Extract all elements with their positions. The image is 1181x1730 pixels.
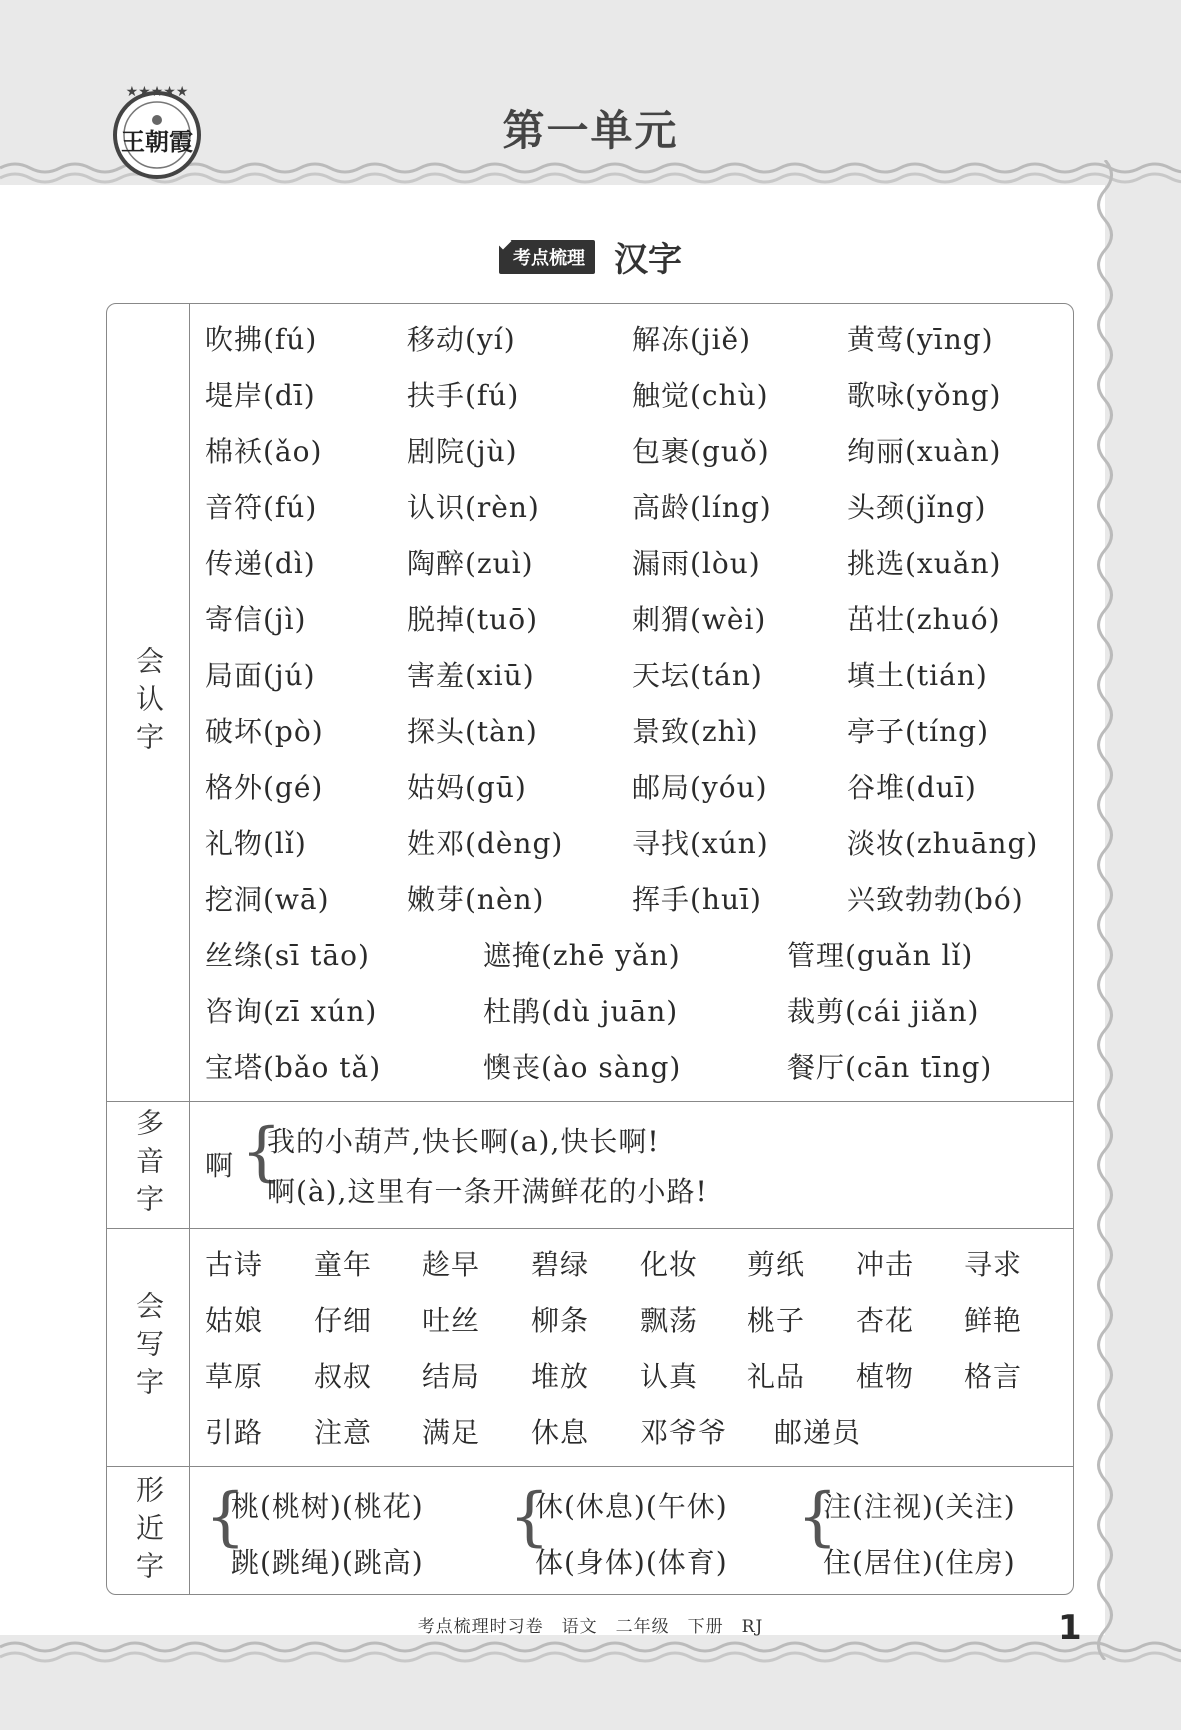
write-word: 邓爷爷 (640, 1416, 728, 1449)
recognize-word: 扶手(fú) (407, 379, 520, 412)
recognize-word: 陶醉(zuì) (407, 547, 534, 580)
recognize-word: 漏雨(lòu) (632, 547, 761, 580)
write-word: 古诗 (205, 1248, 264, 1281)
polyphone-line-2: 啊(à),这里有一条开满鲜花的小路! (267, 1175, 708, 1208)
section-header (0, 232, 1181, 281)
similar-word-line: 跳(跳绳)(跳高) (231, 1546, 424, 1579)
row-label-recognize: 会认字 (107, 304, 190, 1101)
write-word: 姑娘 (205, 1304, 264, 1337)
recognize-word: 传递(dì) (205, 547, 316, 580)
recognize-word: 歌咏(yǒng) (847, 379, 1002, 412)
write-word: 剪纸 (747, 1248, 806, 1281)
recognize-word: 姑妈(gū) (407, 771, 527, 804)
recognize-word: 头颈(jǐng) (847, 491, 987, 524)
row-recognize (107, 304, 1073, 1101)
polyphone-line-1: 我的小葫芦,快长啊(a),快长啊! (267, 1125, 660, 1158)
recognize-word: 吹拂(fú) (205, 323, 318, 356)
recognize-word: 填土(tián) (847, 659, 988, 692)
recognize-word: 宝塔(bǎo tǎ) (205, 1051, 382, 1084)
recognize-word: 包裹(guǒ) (632, 435, 770, 468)
polyphone-char: 啊 (205, 1149, 235, 1182)
bottom-wave-decoration (0, 1635, 1181, 1730)
write-word: 认真 (640, 1360, 699, 1393)
recognize-word: 亭子(tíng) (847, 715, 990, 748)
write-word: 趁早 (422, 1248, 481, 1281)
write-word: 叔叔 (314, 1360, 373, 1393)
similar-word-line: 注(注视)(关注) (823, 1490, 1016, 1523)
chinese-characters-table (106, 303, 1074, 1595)
logo-text: 王朝霞 (121, 127, 193, 156)
recognize-word: 害羞(xiū) (407, 659, 535, 692)
row-label-polyphone: 多音字 (107, 1102, 190, 1228)
recognize-word: 高龄(líng) (632, 491, 772, 524)
write-word: 柳条 (531, 1304, 590, 1337)
section-title: 汉字 (614, 240, 683, 280)
write-word: 化妆 (640, 1248, 699, 1281)
similar-brace: { (509, 1480, 550, 1554)
recognize-word: 挑选(xuǎn) (847, 547, 1002, 580)
svg-text:★★★★★: ★★★★★ (125, 84, 189, 100)
write-word: 结局 (422, 1360, 481, 1393)
recognize-word: 绚丽(xuàn) (847, 435, 1002, 468)
write-word: 引路 (205, 1416, 264, 1449)
recognize-word: 咨询(zī xún) (205, 995, 378, 1028)
recognize-word: 管理(guǎn lǐ) (787, 939, 974, 972)
recognize-word: 丝绦(sī tāo) (205, 939, 370, 972)
similar-word-line: 住(居住)(住房) (823, 1546, 1016, 1579)
write-word: 寻求 (964, 1248, 1023, 1281)
recognize-word: 茁壮(zhuó) (847, 603, 1001, 636)
recognize-word: 刺猬(wèi) (632, 603, 767, 636)
recognize-word: 格外(gé) (205, 771, 324, 804)
write-word: 仔细 (314, 1304, 373, 1337)
row-polyphone (107, 1101, 1073, 1228)
footer-text: 考点梳理时习卷 语文 二年级 下册 RJ (417, 1617, 764, 1637)
polyphone-content (189, 1102, 1073, 1228)
write-word: 草原 (205, 1360, 264, 1393)
recognize-word: 解冻(jiě) (632, 323, 752, 356)
write-word: 桃子 (747, 1304, 806, 1337)
polyphone-brace: { (241, 1115, 282, 1189)
recognize-word: 姓邓(dèng) (407, 827, 564, 860)
recognize-word: 音符(fú) (205, 491, 318, 524)
write-word: 堆放 (531, 1360, 590, 1393)
recognize-word: 谷堆(duī) (847, 771, 977, 804)
write-word: 邮递员 (774, 1416, 862, 1449)
recognize-word: 嫩芽(nèn) (407, 883, 545, 916)
write-word: 杏花 (856, 1304, 915, 1337)
recognize-word: 礼物(lǐ) (205, 827, 307, 860)
recognize-word: 裁剪(cái jiǎn) (787, 995, 980, 1028)
similar-word-line: 桃(桃树)(桃花) (231, 1490, 424, 1523)
write-word: 格言 (964, 1360, 1023, 1393)
recognize-word: 餐厅(cān tīng) (787, 1051, 993, 1084)
recognize-word: 淡妆(zhuāng) (847, 827, 1039, 860)
recognize-word: 脱掉(tuō) (407, 603, 538, 636)
write-word: 注意 (314, 1416, 373, 1449)
write-word: 吐丝 (422, 1304, 481, 1337)
write-word: 童年 (314, 1248, 373, 1281)
write-word: 休息 (531, 1416, 590, 1449)
row-label-write: 会写字 (107, 1229, 190, 1466)
write-word: 满足 (422, 1416, 481, 1449)
recognize-word: 寻找(xún) (632, 827, 769, 860)
recognize-word: 触觉(chù) (632, 379, 769, 412)
recognize-word: 天坛(tán) (632, 659, 763, 692)
similar-word-line: 休(休息)(午休) (535, 1490, 728, 1523)
write-word: 鲜艳 (964, 1304, 1023, 1337)
write-word: 植物 (856, 1360, 915, 1393)
row-similar (107, 1466, 1073, 1595)
recognize-word: 黄莺(yīng) (847, 323, 994, 356)
recognize-content (189, 304, 1073, 1101)
recognize-word: 兴致勃勃(bó) (847, 883, 1024, 916)
similar-brace: { (205, 1480, 246, 1554)
unit-title: 第一单元 (502, 106, 679, 155)
similar-word-line: 体(身体)(体育) (535, 1546, 728, 1579)
recognize-word: 棉袄(ǎo) (205, 435, 323, 468)
recognize-word: 挥手(huī) (632, 883, 762, 916)
recognize-word: 遮掩(zhē yǎn) (483, 939, 681, 972)
recognize-word: 堤岸(dī) (205, 379, 316, 412)
row-label-similar: 形近字 (107, 1467, 190, 1595)
page-number: 1 (1058, 1608, 1082, 1648)
write-word: 礼品 (747, 1360, 806, 1393)
write-word: 冲击 (856, 1248, 915, 1281)
row-write (107, 1228, 1073, 1466)
recognize-word: 剧院(jù) (407, 435, 518, 468)
recognize-word: 局面(jú) (205, 659, 316, 692)
recognize-word: 破坏(pò) (205, 715, 324, 748)
recognize-word: 移动(yí) (407, 323, 516, 356)
recognize-word: 杜鹃(dù juān) (483, 995, 679, 1028)
recognize-word: 寄信(jì) (205, 603, 307, 636)
recognize-word: 认识(rèn) (407, 491, 540, 524)
recognize-word: 景致(zhì) (632, 715, 759, 748)
similar-brace: { (797, 1480, 838, 1554)
section-badge: 考点梳理 (499, 240, 595, 274)
recognize-word: 探头(tàn) (407, 715, 538, 748)
recognize-word: 挖洞(wā) (205, 883, 330, 916)
recognize-word: 邮局(yóu) (632, 771, 768, 804)
write-content (189, 1229, 1073, 1466)
write-word: 碧绿 (531, 1248, 590, 1281)
recognize-word: 懊丧(ào sàng) (483, 1051, 682, 1084)
write-word: 飘荡 (640, 1304, 699, 1337)
right-wave-decoration (1090, 160, 1130, 1660)
similar-content (189, 1467, 1073, 1595)
